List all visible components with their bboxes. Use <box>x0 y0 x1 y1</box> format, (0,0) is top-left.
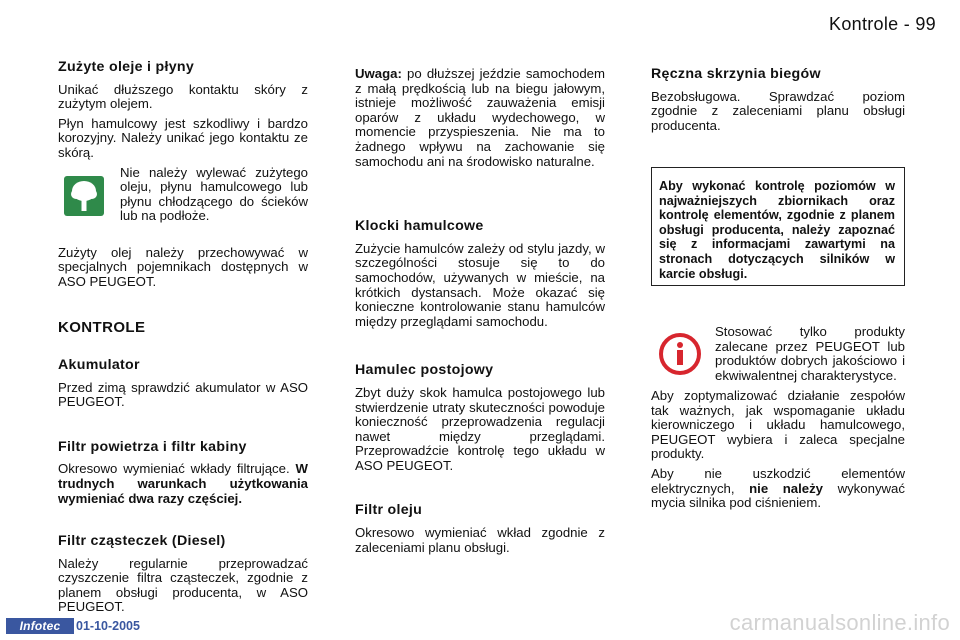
column-right <box>651 67 905 138</box>
note-paragraph <box>355 67 605 169</box>
section-title-air-filter: Filtr powietrza i filtr kabiny <box>58 438 247 455</box>
paragraph: Zużycie hamulców zależy od stylu jazdy, w szczególności stosuje się to do samochodów, używanych w mieście, na krótkich dystansach. Może okazać się konieczne kontrolowanie stanu hamulców między przeglądami samochodu. <box>355 240 605 329</box>
column-left <box>58 60 308 620</box>
section-title-gearbox: Ręczna skrzynia biegów <box>651 66 821 82</box>
page-header-title: Kontrole - 99 <box>829 14 936 34</box>
section-title-battery: Akumulator <box>58 356 140 373</box>
paragraph: Zbyt duży skok hamulca postojowego lub stwierdzenie utraty skuteczności powoduje konieczność przeprowadzenia regulacji nawet między przeglądami. Przeprowadźcie kontrolę tego układu w ASO PEUGEOT. <box>355 384 605 473</box>
footer-date: 01-10-2005 <box>76 619 140 633</box>
section-title-particle-filter: Filtr cząsteczek (Diesel) <box>58 533 226 550</box>
environment-note-text: Nie należy wylewać zużytego oleju, płynu hamulcowego lub płynu chłodzącego do ścieków lub na podłoże. <box>120 164 308 224</box>
products-note <box>651 325 905 389</box>
paragraph: Okresowo wymieniać wkład zgodnie z zaleceniami planu obsługi. <box>355 525 605 555</box>
watermark: carmanualsonline.info <box>729 610 950 635</box>
emphasis-text: nie należy <box>749 480 824 496</box>
text-span: Okresowo wymieniać wkłady filtrujące. <box>58 461 290 477</box>
paragraph: Zużyty olej należy przechowywać w specjalnych pojemnikach dostępnych w ASO PEUGEOT. <box>58 244 308 289</box>
footer-logo: Infotec <box>6 618 74 634</box>
main-title-kontrole: KONTROLE <box>58 319 146 337</box>
column-middle <box>355 67 605 560</box>
text-span: wykonywać mycia silnika pod ciśnieniem. <box>651 480 905 511</box>
tree-environment-icon <box>64 176 104 216</box>
info-box-text: Aby wykonać kontrolę poziomów w najważniejszych zbiornikach oraz kontrolę elementów, zgodnie z planem obsługi producenta, należy zapoznać się z informacjami zawartymi na stronach dotyczących silników w karcie obsługi. <box>659 179 895 281</box>
paragraph: Należy regularnie przeprowadzać czyszczenie filtra cząsteczek, zgodnie z planem obsługi producenta, w ASO PEUGEOT. <box>58 555 308 615</box>
text-span: Aby nie uszkodzić elementów elektrycznych, <box>651 465 905 496</box>
paragraph: Bezobsługowa. Sprawdzać poziom zgodnie z zaleceniami planu obsługi producenta. <box>651 88 905 133</box>
section-title-parking-brake: Hamulec postojowy <box>355 362 494 379</box>
paragraph: Aby zoptymalizować działanie zespołów tak ważnych, jak wspomaganie układu kierowniczego i układu hamulcowego, PEUGEOT wybiera i zaleca specjalne produkty. <box>651 388 905 462</box>
paragraph: Płyn hamulcowy jest szkodliwy i bardzo korozyjny. Należy unikać jego kontaktu ze skórą. <box>58 115 308 160</box>
section-title-used-oils: Zużyte oleje i płyny <box>58 59 195 75</box>
info-icon <box>659 333 701 375</box>
note-label: Uwaga: <box>355 66 402 81</box>
section-title-oil-filter: Filtr oleju <box>355 502 423 519</box>
paragraph <box>651 467 905 511</box>
info-box-levels <box>651 167 905 286</box>
note-text: po dłuższej jeździe samochodem z małą prędkością lub na biegu jałowym, istnieje możliwość zauważenia emisji oparów z układu wydechowego, w momencie przyspieszenia. Nie ma to żadnego wpływu na zachowanie się samochodu ani na środowisko naturalne. <box>355 66 605 169</box>
paragraph <box>58 462 308 506</box>
column-right-lower <box>651 325 905 516</box>
products-note-text: Stosować tylko produkty zalecane przez PEUGEOT lub produktów dobrych jakościowo i ekwiwalentnej charakterystyce. <box>715 324 905 383</box>
section-title-brake-pads: Klocki hamulcowe <box>355 218 484 235</box>
paragraph: Przed zimą sprawdzić akumulator w ASO PEUGEOT. <box>58 379 308 410</box>
paragraph: Unikać dłuższego kontaktu skóry z zużytym olejem. <box>58 81 308 112</box>
emphasis-text: W trudnych warunkach użytkowania wymieniać dwa razy częściej. <box>58 461 308 506</box>
environment-note <box>58 166 308 240</box>
